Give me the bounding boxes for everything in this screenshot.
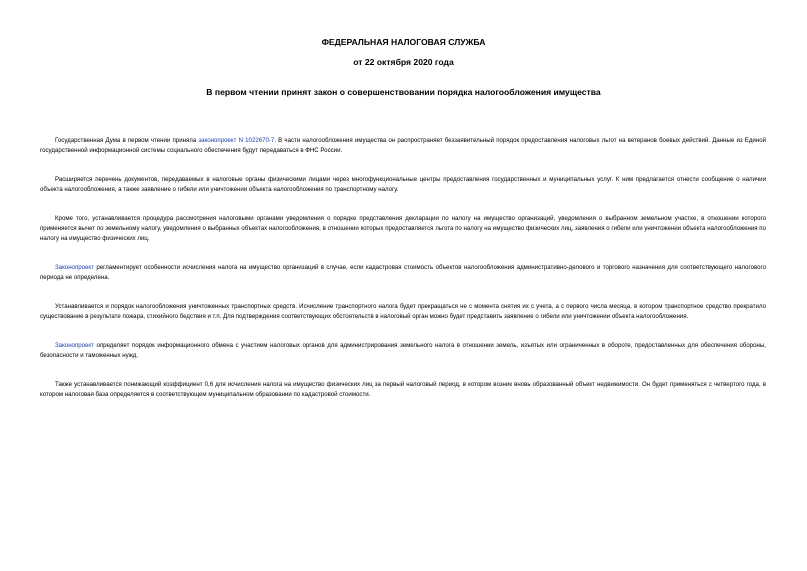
paragraph-5: Устанавливается и порядок налогообложения уничтоженных транспортных средств. Исчисление транспортного налога будет прекращаться не с момента снятия их с учета, а с первого числа месяца, в котором транспортное средство прекратило существование в результате пожара, стихийного бедствия и т.п. Для подтверждения соответствующих обстоятельств в налоговый орган можно будет представить заявление о гибели или уничтожении объекта налогообложения. [40,303,766,320]
agency-name: ФЕДЕРАЛЬНАЯ НАЛОГОВАЯ СЛУЖБА [321,37,486,47]
paragraph-4-text: регламентирует особенности исчисления налога на имущество организаций в случае, если кадастровая стоимость объектов налогообложения административно-делового и торгового назначения для соответствующего налогового периода не определена. [40,264,766,281]
paragraph-4 [40,263,766,283]
paragraph-6-text: определяет порядок информационного обмена с участием налоговых органов для администрирования земельного налога в отношении земель, изъятых или ограниченных в обороте, предоставленных для обеспечения обороны, безопасности и таможенных нужд. [40,342,766,359]
law-bill-link[interactable]: Законопроект [55,264,94,271]
paragraph-1-text-end: . В части налогообложения имущества он распространяет беззаявительный порядок предоставления налоговых льгот на ветеранов боевых действий. Данные из Единой государственной информационной системы социального обеспечения будут передаваться в ФНС России. [40,137,766,154]
law-bill-link[interactable]: Законопроект [55,342,94,349]
paragraph-1 [40,136,766,156]
paragraph-3: Кроме того, устанавливается процедура рассмотрения налоговыми органами уведомления о порядке представления декларации по налогу на имущество организаций, уведомления о выбранном земельном участке, в отношении которого применяется вычет по земельному налогу, уведомления о выбранных объектах налогообложения, в отношении которых предоставляется льгота по налогу на имущество физических лиц, заявления о гибели или уничтожении объекта налогообложения по налогу на имущество физических лиц. [40,215,766,242]
paragraph-7: Также устанавливается понижающий коэффициент 0,6 для исчисления налога на имущество физических лиц за первый налоговый период, в котором возник вновь образованный объект недвижимости. Он будет применяться с четвертого года, в котором налоговая база определяется в соответствующем муниципальном образовании по кадастровой стоимости. [40,381,766,398]
law-bill-link[interactable]: законопроект N 1022670-7 [198,137,275,144]
paragraph-6 [40,341,766,361]
document-title: В первом чтении принят закон о совершенствовании порядка налогообложения имущества [206,87,601,97]
document-date: от 22 октября 2020 года [353,57,454,67]
paragraph-1-text-start: Государственная Дума в первом чтении приняла [55,137,199,144]
paragraph-2: Расширяется перечень документов, передаваемых в налоговые органы физическими лицами через многофункциональные центры предоставления государственных и муниципальных услуг. К ним предлагается отнести сообщение о наличии объекта налогообложения, а также заявление о гибели или уничтожении объекта налогообложения по транспортному налогу. [40,176,766,193]
document-body [40,136,766,400]
